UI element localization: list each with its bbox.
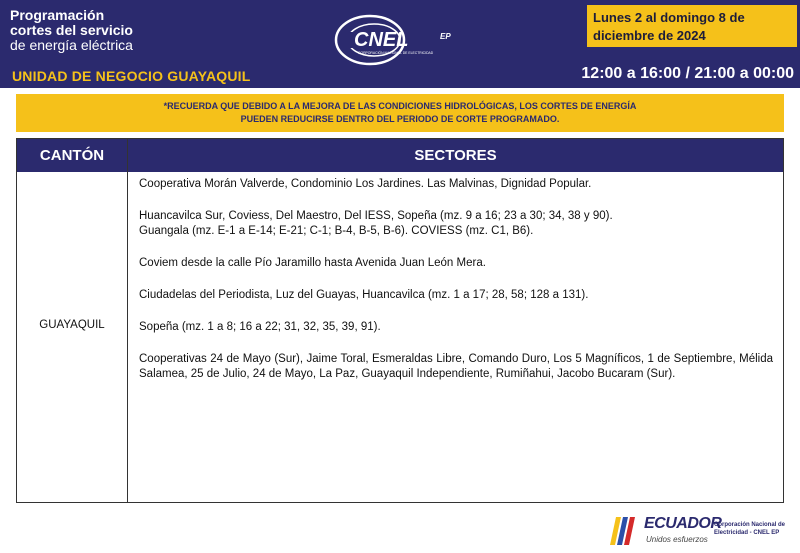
sectors-cell [139, 177, 773, 399]
logo-suffix: EP [440, 32, 451, 41]
sector-group [139, 209, 773, 239]
sector-line: Cooperativa Morán Valverde, Condominio Los Jardines. Las Malvinas, Dignidad Popular. [139, 178, 592, 190]
logo-tagline: CORPORACIÓN NACIONAL DE ELECTRICIDAD [358, 51, 434, 55]
footer-logo [610, 515, 790, 547]
column-header-sectores: SECTORES [128, 139, 783, 172]
title-line-2: cortes del servicio [10, 22, 133, 38]
logo-text: CNEL [354, 29, 409, 51]
cnel-logo [330, 12, 480, 68]
title-line-1: Programación [10, 7, 105, 23]
notice-line-2: PUEDEN REDUCIRSE DENTRO DEL PERIODO DE CORTE PROGRAMADO. [240, 114, 560, 124]
header-banner [0, 0, 800, 88]
footer-corporation: Corporación Nacional de Electricidad - CNEL EP [714, 522, 786, 536]
sector-line: Guangala (mz. E-1 a E-14; E-21; C-1; B-4, B-5, B-6). COVIESS (mz. C1, B6). [139, 225, 534, 237]
column-divider [127, 139, 128, 502]
canton-cell: GUAYAQUIL [39, 319, 105, 331]
sector-line: Cooperativas 24 de Mayo (Sur), Jaime Toral, Esmeraldas Libre, Comando Duro, Los 5 Magníficos, 1 de Septiembre, Mélida Salamea, 25 de Julio, 24 de Mayo, La Paz, Guayaquil Independiente, Rumiñahui, Jacobo Bucaram (Sur). [139, 353, 773, 380]
ecuador-stripes-icon [610, 517, 640, 545]
column-header-canton: CANTÓN [17, 139, 127, 172]
schedule-table [16, 138, 784, 503]
sector-group [139, 177, 773, 192]
date-range: Lunes 2 al domingo 8 de diciembre de 2024 [593, 10, 745, 43]
date-range-box [587, 5, 797, 47]
sector-group [139, 352, 773, 382]
notice-banner [16, 94, 784, 132]
footer-slogan: Unidos esfuerzos [646, 535, 708, 544]
page-title [10, 8, 133, 53]
sector-group [139, 288, 773, 303]
business-unit-label: UNIDAD DE NEGOCIO GUAYAQUIL [12, 68, 251, 84]
sector-line: Sopeña (mz. 1 a 8; 16 a 22; 31, 32, 35, 39, 91). [139, 321, 381, 333]
footer-country: ECUADOR [644, 515, 722, 532]
title-line-3: de energía eléctrica [10, 37, 133, 53]
notice-line-1: *RECUERDA QUE DEBIDO A LA MEJORA DE LAS CONDICIONES HIDROLÓGICAS, LOS CORTES DE ENERGÍA [163, 101, 637, 111]
outage-hours: 12:00 a 16:00 / 21:00 a 00:00 [581, 65, 794, 82]
sector-line: Huancavilca Sur, Coviess, Del Maestro, Del IESS, Sopeña (mz. 9 a 16; 23 a 30; 34, 38 y 90). [139, 210, 613, 222]
sector-line: Coviem desde la calle Pío Jaramillo hasta Avenida Juan León Mera. [139, 257, 486, 269]
sector-line: Ciudadelas del Periodista, Luz del Guayas, Huancavilca (mz. 1 a 17; 28, 58; 128 a 131). [139, 289, 589, 301]
sector-group [139, 256, 773, 271]
sector-group [139, 320, 773, 335]
